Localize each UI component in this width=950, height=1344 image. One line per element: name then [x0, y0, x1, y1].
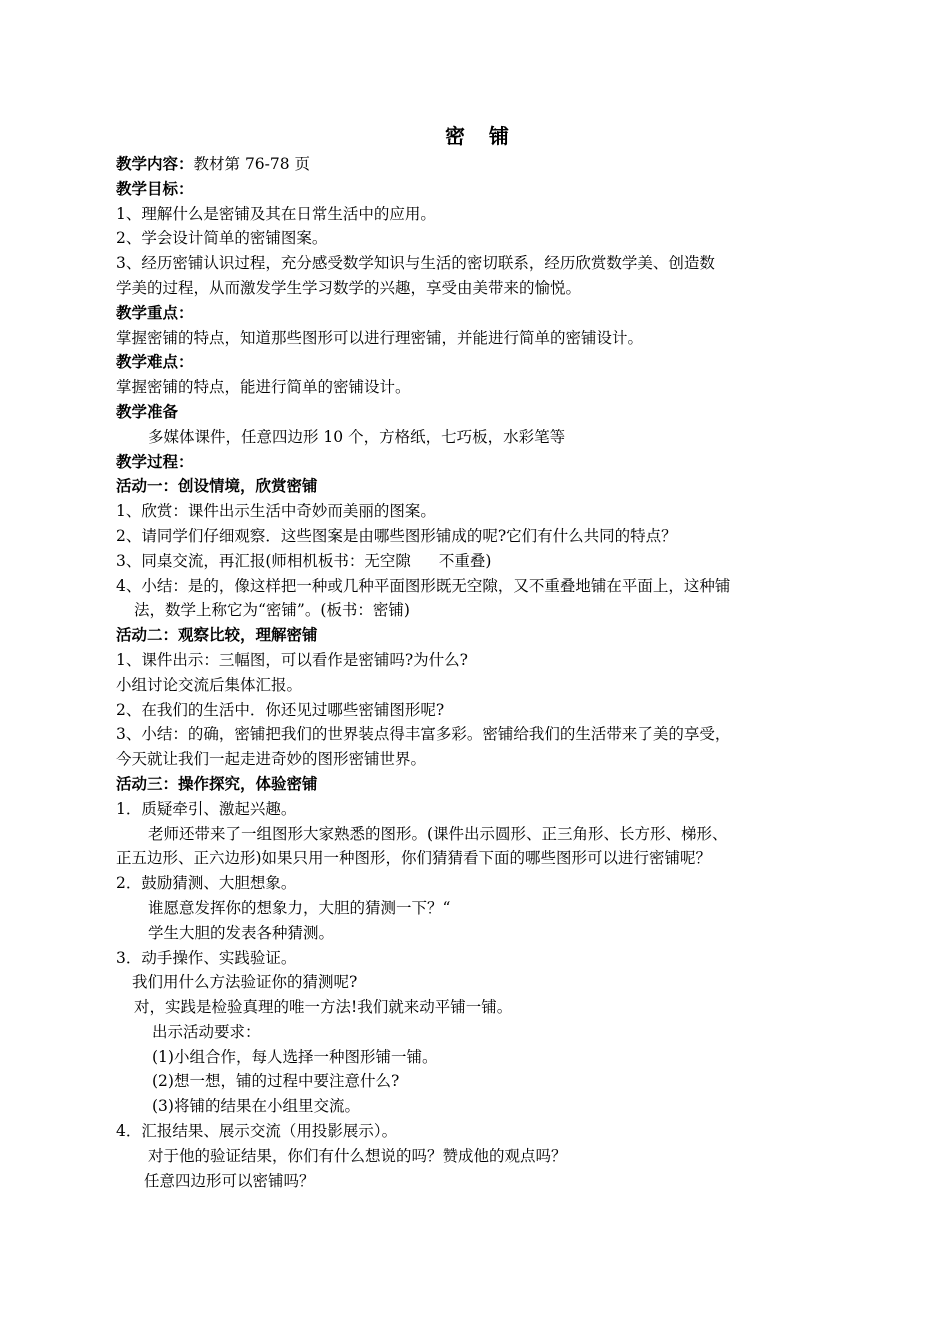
- activity-2-heading: 活动二：观察比较，理解密铺: [116, 625, 318, 645]
- activity-3-step-4-line-2: 任意四边形可以密铺吗？: [144, 1171, 315, 1190]
- activity-1-item-3-part-1: 3、同桌交流，再汇报(师相机板书：无空隙: [116, 551, 411, 570]
- key-points-heading: 教学重点：: [116, 302, 194, 322]
- goal-2: 2、学会设计简单的密铺图案。: [116, 229, 328, 248]
- activity-3-requirement-1: (1)小组合作，每人选择一种图形铺一铺。: [152, 1047, 438, 1066]
- process-heading: 教学过程：: [116, 451, 194, 471]
- difficulties-heading: 教学难点：: [116, 352, 194, 372]
- content-line: [116, 152, 840, 177]
- activity-3-step-1-line-2: 正五边形、正六边形)如果只用一种图形，你们猜猜看下面的哪些图形可以进行密铺呢？: [116, 849, 712, 868]
- activity-1-item-2: 2、请同学们仔细观察．这些图案是由哪些图形铺成的呢?它们有什么共同的特点？: [116, 526, 677, 545]
- activity-2-item-3-line-1: 3、小结：的确，密铺把我们的世界装点得丰富多彩。密铺给我们的生活带来了美的享受，: [116, 725, 731, 744]
- activity-1-item-3-part-2: 不重叠): [438, 551, 492, 570]
- document-body: [116, 152, 840, 1193]
- goal-3-line-1: 3、经历密铺认识过程，充分感受数学知识与生活的密切联系，经历欣赏数学美、创造数: [116, 254, 715, 273]
- goal-3-line-2: 学美的过程，从而激发学生学习数学的兴趣，享受由美带来的愉悦。: [116, 278, 582, 297]
- preparation-heading: 教学准备: [116, 401, 179, 421]
- preparation-text: 多媒体课件，任意四边形 10 个，方格纸，七巧板，水彩笔等: [148, 427, 566, 446]
- activity-2-item-2: 2、在我们的生活中．你还见过哪些密铺图形呢?: [116, 700, 445, 719]
- title-char-2: 铺: [489, 124, 511, 148]
- activity-1-heading: 活动一：创设情境，欣赏密铺: [116, 476, 318, 496]
- activity-3-step-3: 3．动手操作、实践验证。: [116, 948, 297, 967]
- key-points-text: 掌握密铺的特点，知道那些图形可以进行理密铺，并能进行简单的密铺设计。: [116, 328, 644, 347]
- activity-3-step-2: 2．鼓励猜测、大胆想象。: [116, 874, 297, 893]
- activity-3-requirement-2: (2)想一想，铺的过程中要注意什么?: [152, 1072, 400, 1091]
- activity-3-step-1: 1．质疑牵引、激起兴趣。: [116, 799, 297, 818]
- activity-3-step-4: 4．汇报结果、展示交流（用投影展示）。: [116, 1122, 398, 1141]
- activity-3-step-3-line-1: 我们用什么方法验证你的猜测呢?: [132, 973, 358, 992]
- content-text: 教材第 76-78 页: [193, 155, 311, 173]
- activity-3-step-1-line-1: 老师还带来了一组图形大家熟悉的图形。(课件出示圆形、正三角形、长方形、梯形、: [148, 824, 728, 843]
- activity-3-requirements-heading: 出示活动要求：: [152, 1022, 261, 1041]
- content-label: 教学内容：: [116, 154, 194, 173]
- activity-2-item-1-note: 小组讨论交流后集体汇报。: [116, 675, 303, 694]
- activity-3-step-2-line-1: 谁愿意发挥你的想象力，大胆的猜测一下？“: [148, 898, 451, 917]
- activity-3-step-4-line-1: 对于他的验证结果，你们有什么想说的吗？赞成他的观点吗？: [148, 1146, 567, 1165]
- title-char-1: 密: [445, 124, 467, 148]
- page-title: [116, 120, 840, 149]
- activity-3-step-3-line-2: 对，实践是检验真理的唯一方法!我们就来动平铺一铺。: [134, 998, 513, 1017]
- activity-2-item-1: 1、课件出示：三幅图，可以看作是密铺吗?为什么?: [116, 650, 468, 669]
- activity-1-item-4-line-2: 法，数学上称它为“密铺”。(板书：密铺): [134, 601, 410, 620]
- activity-1-item-1: 1、欣赏：课件出示生活中奇妙而美丽的图案。: [116, 502, 436, 521]
- goals-heading: 教学目标：: [116, 178, 194, 198]
- activity-3-requirement-3: (3)将铺的结果在小组里交流。: [152, 1097, 360, 1116]
- activity-3-heading: 活动三：操作探究，体验密铺: [116, 773, 318, 793]
- activity-3-step-2-line-2: 学生大胆的发表各种猜测。: [148, 923, 335, 942]
- activity-1-item-4-line-1: 4、小结：是的，像这样把一种或几种平面图形既无空隙，又不重叠地铺在平面上，这种铺: [116, 576, 731, 595]
- activity-2-item-3-line-2: 今天就让我们一起走进奇妙的图形密铺世界。: [116, 750, 427, 769]
- activity-1-item-3: [116, 549, 840, 574]
- difficulties-text: 掌握密铺的特点，能进行简单的密铺设计。: [116, 378, 411, 397]
- goal-1: 1、理解什么是密铺及其在日常生活中的应用。: [116, 204, 436, 223]
